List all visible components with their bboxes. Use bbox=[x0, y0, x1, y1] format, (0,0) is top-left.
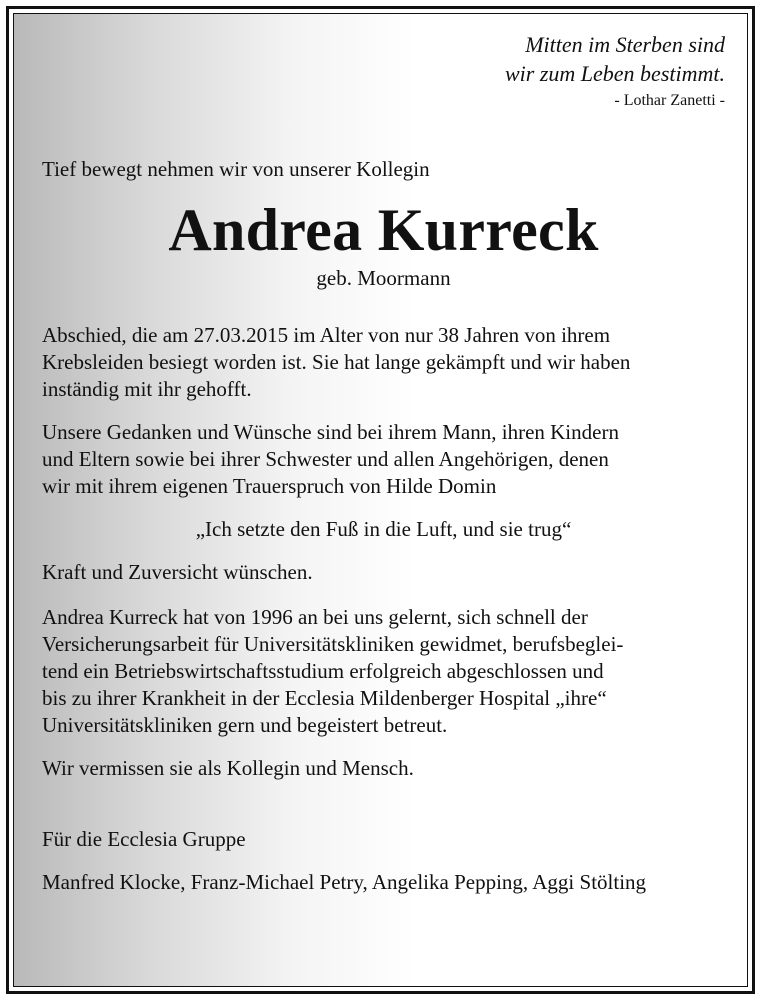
deceased-name: Andrea Kurreck bbox=[168, 197, 599, 263]
text-line: tend ein Betriebswirtschaftsstudium erfolgreich abgeschlossen und bbox=[42, 659, 604, 683]
text-line: Universitätskliniken gern und begeistert betreut. bbox=[42, 713, 448, 737]
text-line: wir mit ihrem eigenen Trauerspruch von Hilde Domin bbox=[42, 474, 497, 498]
text-line: inständig mit ihr gehofft. bbox=[42, 377, 252, 401]
quote: „Ich setzte den Fuß in die Luft, und sie trug“ bbox=[195, 517, 572, 541]
text-line: Versicherungsarbeit für Universitätskliniken gewidmet, berufsbeglei- bbox=[42, 632, 624, 656]
motto-line-2: wir zum Leben bestimmt. bbox=[505, 61, 725, 86]
paragraph-wishes: Kraft und Zuversicht wünschen. bbox=[42, 560, 313, 584]
notice-content bbox=[42, 30, 725, 896]
text-line: Abschied, die am 27.03.2015 im Alter von nur 38 Jahren von ihrem bbox=[42, 323, 611, 347]
paragraph-missing: Wir vermissen sie als Kollegin und Mensch. bbox=[42, 756, 414, 780]
text-line: und Eltern sowie bei ihrer Schwester und allen Angehörigen, denen bbox=[42, 447, 609, 471]
motto-line-1: Mitten im Sterben sind bbox=[525, 32, 725, 57]
paragraph-career bbox=[42, 604, 725, 739]
motto bbox=[42, 30, 725, 88]
text-line: Unsere Gedanken und Wünsche sind bei ihrem Mann, ihren Kindern bbox=[42, 420, 619, 444]
text-line: Andrea Kurreck hat von 1996 an bei uns gelernt, sich schnell der bbox=[42, 605, 588, 629]
signature-intro: Für die Ecclesia Gruppe bbox=[42, 827, 246, 851]
intro-line: Tief bewegt nehmen wir von unserer Kollegin bbox=[42, 157, 430, 181]
text-line: bis zu ihrer Krankheit in der Ecclesia Mildenberger Hospital „ihre“ bbox=[42, 686, 607, 710]
paragraph-condolences bbox=[42, 419, 725, 500]
motto-author: - Lothar Zanetti - bbox=[614, 92, 725, 109]
text-line: Krebsleiden besiegt worden ist. Sie hat lange gekämpft und wir haben bbox=[42, 350, 631, 374]
birth-name: geb. Moormann bbox=[316, 266, 451, 290]
signature-names: Manfred Klocke, Franz-Michael Petry, Angelika Pepping, Aggi Stölting bbox=[42, 870, 647, 894]
paragraph-farewell bbox=[42, 322, 725, 403]
